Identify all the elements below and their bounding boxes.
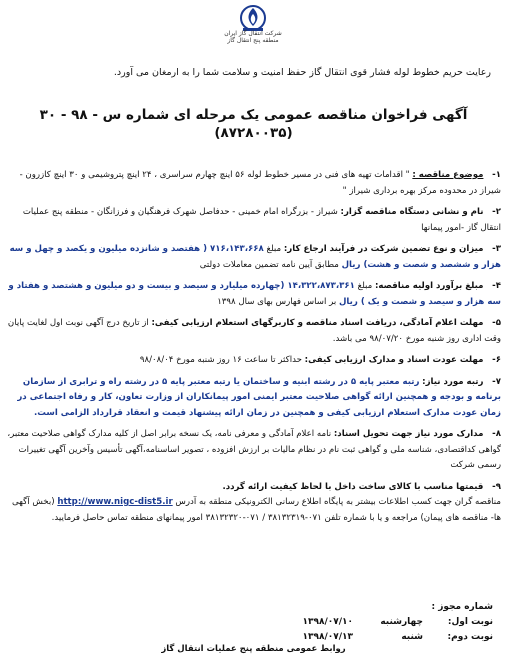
tender-items	[6, 168, 501, 532]
company-logo	[218, 4, 288, 54]
item-text: شیراز - بزرگراه امام خمینی - حدفاصل شهرک فرهنگیان و فرزانگان - منطقه پنج عملیات انتقال گاز -امور پیمانها	[22, 207, 501, 233]
item-text: بر اساس فهارس بهای سال ۱۳۹۸	[217, 296, 337, 307]
item-required-documents: ۸- مدارک مورد نیاز جهت تحویل اسناد: نامه اعلام آمادگی و معرفی نامه، یک نسخه برابر اصل از کلیه مدارک گواهی صلاحیت معتبر، گواهی کداقتصادی، شناسه ملی و گواهی ثبت نام در نظام مالیات بر ارزش افزوده ، تصویر اساسنامه،آگهی تأسیس وآخرین آگهی تغییرات رسمی شرکت	[7, 429, 501, 470]
second-publication-row: نوبت دوم: شنبه ۱۳۹۸/۰۷/۱۳	[302, 632, 493, 642]
safety-slogan: رعایت حریم خطوط لوله فشار قوی انتقال گاز حفظ امنیت و سلامت شما را به ارمغان می آورد.	[113, 67, 491, 78]
website-link[interactable]: http://www.nigc-dist5.ir	[57, 497, 173, 507]
license-dates	[233, 600, 493, 645]
item-label: مبلغ برآورد اولیه مناقصه:	[375, 281, 484, 291]
item-guarantee: ۳- میزان و نوع تضمین شرکت در فرآیند ارجاع کار: مبلغ ۷۱۶،۱۴۳،۶۶۸ ( هفتصد و شانزده میلیون و یکصد و چهل و سه هزار و ششصد و شصت و هشت) ریال مطابق آیین نامه تضمین معاملات دولتی	[9, 244, 501, 270]
item-label: مهلت اعلام آمادگی، دریافت اسناد مناقصه و کاربرگهای استعلام ارزیابی کیفی:	[151, 318, 484, 328]
item-estimate: ۴- مبلغ برآورد اولیه مناقصه: مبلغ ۱۴،۳۲۲،۸۷۳،۳۶۱ (چهارده میلیارد و سیصد و بیست و دو میلیون و هشتصد و هفتاد و سه هزار و سیصد و شصت و یک ) ریال بر اساس فهارس بهای سال ۱۳۹۸	[8, 281, 501, 307]
guarantee-amount: ۷۱۶،۱۴۳،۶۶۸ ( هفتصد و شانزده میلیون و یکصد و چهل و سه هزار و ششصد و شصت و هشت) ریال	[9, 244, 501, 270]
item-document-deadline: ۵- مهلت اعلام آمادگی، دریافت اسناد مناقصه و کاربرگهای استعلام ارزیابی کیفی: از تاریخ درج آگهی نوبت اول لغایت پایان وقت اداری روز شنبه مورخ ۹۸/۰۷/۲۰ می باشد.	[7, 318, 501, 344]
item-text: رتبه معتبر پایه ۵ در رشته ابنیه و ساختمان یا رتبه معتبر پایه ۵ در رشته راه و ترابری از سازمان برنامه و بودجه و همچنین ارائه گواهی صلاحیت معتبر ایمنی امور پیمانکاران از وزارت تعاون، کار و رفاه اجتماعی در زمان عودت مدارک استعلام ارزیابی کیفی و همچنین در زمان ارائه پیشنهاد قیمت و انعقاد قرارداد الزامی است.	[17, 376, 501, 418]
item-label: میزان و نوع تضمین شرکت در فرآیند ارجاع کار:	[283, 244, 484, 254]
item-text: نامه اعلام آمادگی و معرفی نامه، یک نسخه برابر اصل از کلیه مدارک گواهی صلاحیت معتبر، گواهی کداقتصادی، شناسه ملی و گواهی ثبت نام در نظام مالیات بر ارزش افزوده ، تصویر اساسنامه،آگهی تأسیس وآخرین آگهی تغییرات رسمی شرکت	[7, 429, 501, 470]
item-amount-prefix: مبلغ	[266, 244, 282, 254]
logo-caption	[222, 30, 284, 44]
logo-line-2: منطقه پنج انتقال گاز	[227, 37, 279, 44]
item-subject: ۱- موضوع مناقصه : " اقدامات تهیه های فنی در مسیر خطوط لوله ۵۶ اینچ چهارم سراسری ، ۲۴ اینچ پتروشیمی و ۳۰ اینچ کازرون - شیراز در محدوده مرکز بهره برداری شیراز "	[19, 170, 501, 196]
notice-title: آگهی فراخوان مناقصه عمومی یک مرحله ای شماره س - ۹۸ - ۳۰	[39, 107, 468, 123]
item-required-grade: ۷- رتبه مورد نیاز: رتبه معتبر پایه ۵ در رشته ابنیه و ساختمان یا رتبه معتبر پایه ۵ در رشته راه و ترابری از سازمان برنامه و بودجه و همچنین ارائه گواهی صلاحیت معتبر ایمنی امور پیمانکاران از وزارت تعاون، کار و رفاه اجتماعی در زمان عودت مدارک استعلام ارزیابی کیفی و همچنین در زمان ارائه پیشنهاد قیمت و انعقاد قرارداد الزامی است.	[17, 376, 501, 418]
item-text: از تاریخ درج آگهی نوبت اول لغایت پایان وقت اداری روز شنبه مورخ ۹۸/۰۷/۲۰ می باشد.	[7, 318, 501, 344]
estimate-amount: ۱۴،۳۲۲،۸۷۳،۳۶۱ (چهارده میلیارد و سیصد و بیست و دو میلیون و هشتصد و هفتاد و سه هزار و سیصد و شصت و یک ) ریال	[8, 281, 501, 307]
license-label: شماره مجوز :	[431, 602, 493, 612]
item-return-deadline: ۶- مهلت عودت اسناد و مدارک ارزیابی کیفی: حداکثر تا ساعت ۱۶ روز شنبه مورخ ۹۸/۰۸/۰۴	[139, 355, 501, 365]
item-amount-prefix: مبلغ	[357, 281, 373, 291]
tender-number: (۸۷۲۸۰۰۳۵)	[214, 125, 293, 141]
item-label: مدارک مورد نیاز جهت تحویل اسناد:	[333, 429, 484, 439]
item-text-2: (بخش آگهی ها- مناقصه های پیمان) مراجعه و یا با شماره تلفن ۰۷۱-۳۸۱۳۲۳۱۹ / ۰۷۱-۳۸۱۳۲۳۲۰ امور پیمانهای منطقه تماس حاصل فرمایید.	[12, 497, 501, 523]
item-label: رتبه مورد نیاز:	[422, 376, 484, 387]
item-label: مهلت عودت اسناد و مدارک ارزیابی کیفی:	[304, 355, 484, 365]
item-organizer: ۲- نام و نشانی دستگاه مناقصه گزار: شیراز - بزرگراه امام خمینی - حدفاصل شهرک فرهنگیان و فرزانگان - منطقه پنج عملیات انتقال گاز -امور پیمانها	[22, 207, 501, 233]
item-contact: ۹- قیمتها مناسب با کالای ساخت داخل با لحاظ کیفیت ارائه گردد. مناقصه گران جهت کسب اطلاعات بیشتر به پایگاه اطلاع رسانی الکترونیکی منطقه به آدرس http://www.nigc-dist5.ir (بخش آگهی ها- مناقصه های پیمان) مراجعه و یا با شماره تلفن ۰۷۱-۳۸۱۳۲۳۱۹ / ۰۷۱-۳۸۱۳۲۳۲۰ امور پیمانهای منطقه تماس حاصل فرمایید.	[12, 481, 501, 523]
footer-signature: روابط عمومی منطقه پنج عملیات انتقال گاز	[161, 644, 346, 654]
item-text: " اقدامات تهیه های فنی در مسیر خطوط لوله ۵۶ اینچ چهارم سراسری ، ۲۴ اینچ پتروشیمی و ۳۰ اینچ کازرون - شیراز در محدوده مرکز بهره برداری شیراز "	[19, 170, 501, 196]
logo-line-1: شرکت انتقال گاز ایران	[224, 30, 282, 37]
item-label: قیمتها مناسب با کالای ساخت داخل با لحاظ کیفیت ارائه گردد.	[222, 481, 484, 492]
item-text: مطابق آیین نامه تضمین معاملات دولتی	[199, 259, 339, 270]
item-label: نام و نشانی دستگاه مناقصه گزار:	[340, 207, 484, 217]
item-text: حداکثر تا ساعت ۱۶ روز شنبه مورخ ۹۸/۰۸/۰۴	[139, 355, 302, 365]
item-label: موضوع مناقصه :	[412, 170, 484, 180]
item-text: مناقصه گران جهت کسب اطلاعات بیشتر به پایگاه اطلاع رسانی الکترونیکی منطقه به آدرس	[175, 497, 501, 507]
first-publication-row: نوبت اول: چهارشنبه ۱۳۹۸/۰۷/۱۰	[302, 617, 493, 627]
